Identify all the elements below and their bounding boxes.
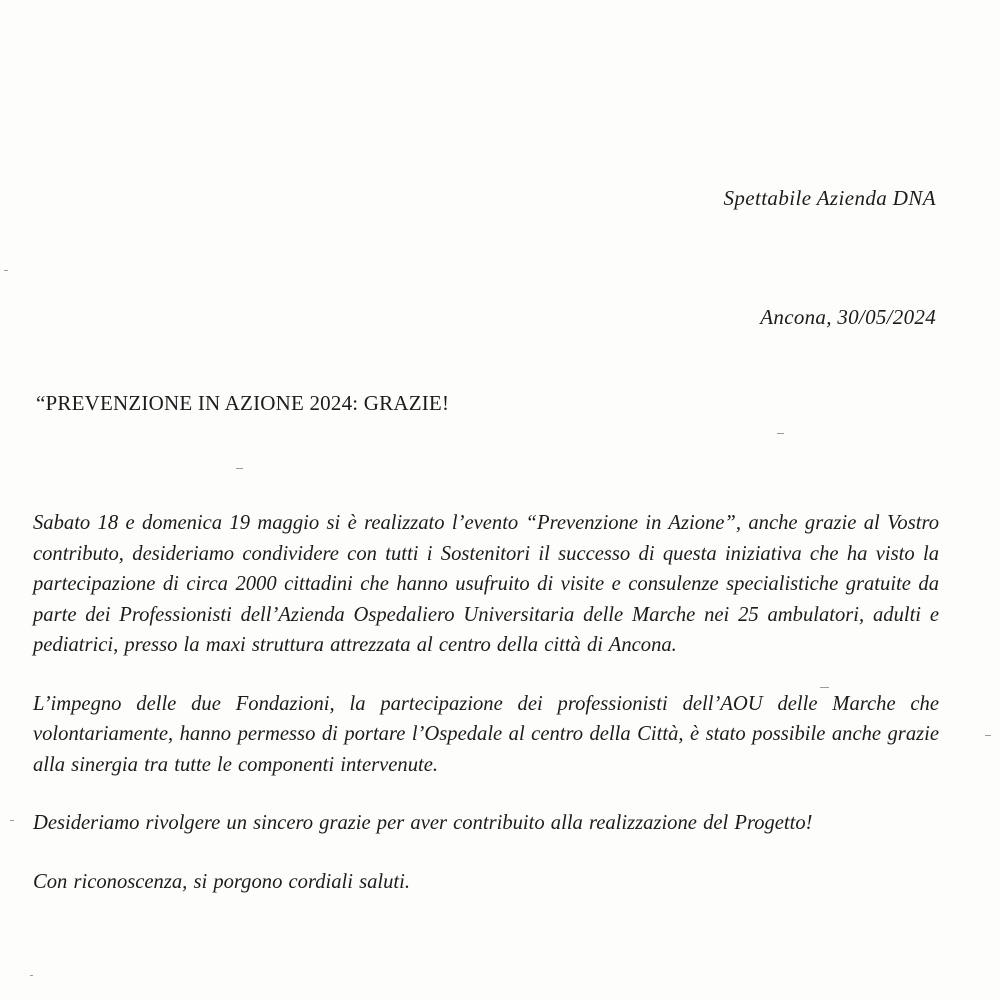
scan-speck [820, 687, 829, 688]
subject-line: “PREVENZIONE IN AZIONE 2024: GRAZIE! [36, 391, 450, 415]
scan-speck [30, 975, 33, 976]
recipient-line: Spettabile Azienda DNA [723, 186, 936, 210]
scan-speck [777, 433, 784, 434]
scan-speck [4, 270, 8, 271]
letter-body [33, 508, 939, 925]
scan-speck [10, 820, 14, 821]
paragraph-commitment: L’impegno delle due Fondazioni, la partecipazione dei professionisti dell’AOU delle Marche che volontariamente, hanno permesso di portare l’Ospedale al centro della Città, è stato possibile anche grazie alla sinergia tra tutte le componenti intervenute. [33, 692, 939, 776]
paragraph-event: Sabato 18 e domenica 19 maggio si è realizzato l’evento “Prevenzione in Azione”, anche grazie al Vostro contributo, desideriamo condividere con tutti i Sostenitori il successo di questa iniziativa che ha visto la partecipazione di circa 2000 cittadini che hanno usufruito di visite e consulenze specialistiche gratuite da parte dei Professionisti dell’Azienda Ospedaliero Universitaria delle Marche nei 25 ambulatori, adulti e pediatrici, presso la maxi struttura attrezzata al centro della città di Ancona. [33, 512, 939, 656]
scan-speck [236, 468, 243, 469]
paragraph-thanks: Desideriamo rivolgere un sincero grazie per aver contribuito alla realizzazione del Progetto! [33, 812, 813, 834]
scan-speck [985, 735, 991, 736]
date-line: Ancona, 30/05/2024 [760, 305, 936, 329]
paragraph-closing: Con riconoscenza, si porgono cordiali saluti. [33, 870, 411, 893]
